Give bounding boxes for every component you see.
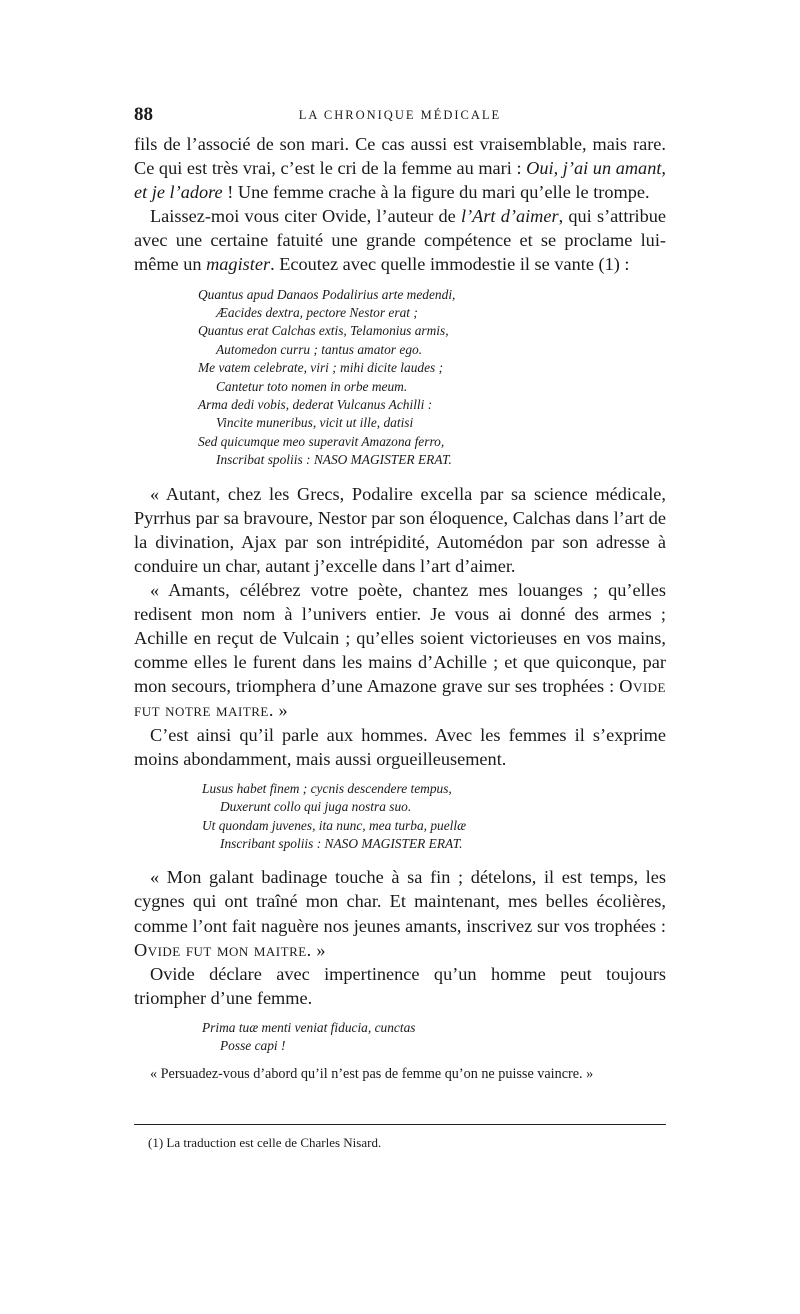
verse-line: Vincite muneribus, vicit ut ille, datisi xyxy=(216,415,414,431)
verse-line: Prima tuæ menti veniat fiducia, cunctas xyxy=(202,1019,416,1035)
paragraph-1-text-end: ! Une femme crache à la figure du mari qu’elle le trompe. xyxy=(222,182,650,203)
book-title-art-daimer: l’Art d’aimer xyxy=(460,206,559,227)
verse-line: Automedon curru ; tantus amator ego. xyxy=(216,341,423,357)
verse-line: Ut quondam juvenes, ita nunc, mea turba, puellæ xyxy=(202,817,467,833)
paragraph-6-text: « Mon galant badinage touche à sa fin ; dételons, il est temps, les cygnes qui ont traîné mon char. Et maintenant, mes belles écolières, comme l’ont fait naguère nos jeunes amants, inscrivez sur vos trophées : xyxy=(134,867,666,936)
latin-verse-1 xyxy=(198,286,666,470)
verse-line: Me vatem celebrate, viri ; mihi dicite laudes ; xyxy=(198,360,444,376)
paragraph-2-text: Laissez-moi vous citer Ovide, l’auteur de xyxy=(150,206,461,227)
paragraph-5: C’est ainsi qu’il parle aux hommes. Avec les femmes il s’exprime moins abondamment, mais aussi orgueilleusement. xyxy=(134,724,666,769)
verse-line: Sed quicumque meo superavit Amazona ferro, xyxy=(198,433,445,449)
verse-line: Æacides dextra, pectore Nestor erat ; xyxy=(216,304,418,320)
paragraph-6-small-caps: Ovide fut mon maitre. xyxy=(134,939,312,960)
verse-line: Cantetur toto nomen in orbe meum. xyxy=(216,378,408,394)
page-number: 88 xyxy=(134,104,153,125)
paragraph-7: Ovide déclare avec impertinence qu’un homme peut toujours triompher d’une femme. xyxy=(134,963,666,1008)
paragraph-4-text-end: » xyxy=(273,700,288,721)
latin-verse-2 xyxy=(202,780,666,854)
verse-line: Posse capi ! xyxy=(220,1038,286,1054)
paragraph-1-text: fils de l’associé de son mari. Ce cas aussi est vraisemblable, mais rare. Ce qui est très vrai, c’est le cri de la femme au mari : xyxy=(134,134,666,179)
verse-line: Inscribant spoliis : NASO MAGISTER ERAT. xyxy=(220,835,463,851)
paragraph-1-quote: Oui, j’ai un amant, et je l’adore xyxy=(134,158,666,203)
verse-line: Duxerunt collo qui juga nostra suo. xyxy=(220,799,412,815)
latin-verse-3 xyxy=(202,1019,666,1056)
page-header xyxy=(134,104,666,128)
paragraph-2-text-end: . Ecoutez avec quelle immodestie il se vante (1) : xyxy=(270,254,630,275)
footnote: (1) La traduction est celle de Charles Nisard. xyxy=(148,1135,382,1150)
verse-line: Inscribat spoliis : NASO MAGISTER ERAT. xyxy=(216,452,452,468)
paragraph-1 xyxy=(134,132,666,204)
paragraph-4 xyxy=(134,578,666,723)
word-magister: magister xyxy=(206,254,271,275)
running-title: LA CHRONIQUE MÉDICALE xyxy=(298,108,502,122)
verse-line: Quantus apud Danaos Podalirius arte medendi, xyxy=(198,286,456,302)
paragraph-4-text: « Amants, célébrez votre poète, chantez mes louanges ; qu’elles redisent mon nom à l’univers entier. Je vous ai donné des armes ; Achille en reçut de Vulcain ; qu’elles soient victorieuses en vos mains, comme elles le furent dans les mains d’Achille ; et que quiconque, par mon secours, triomphera d’une Amazone grave sur ses trophées : xyxy=(134,580,666,697)
verse-line: Arma dedi vobis, dederat Vulcanus Achilli : xyxy=(198,397,433,412)
paragraph-8: « Persuadez-vous d’abord qu’il n’est pas de femme qu’on ne puisse vaincre. » xyxy=(150,1065,594,1082)
verse-line: Quantus erat Calchas extis, Telamonius armis, xyxy=(198,323,449,339)
paragraph-3: « Autant, chez les Grecs, Podalire excella par sa science médicale, Pyrrhus par sa bravoure, Nestor par son éloquence, Calchas dans l’art de la divination, Ajax par son intrépidité, Automédon par son adresse à conduire un char, autant j’excelle dans l’art d’aimer. xyxy=(134,483,666,576)
paragraph-2 xyxy=(134,204,666,276)
paragraph-4-small-caps: Ovide fut notre maitre. xyxy=(134,676,666,721)
footnote-divider xyxy=(134,1124,666,1125)
paragraph-2-text-mid: , qui s’attribue avec une certaine fatuité une grande compétence et se proclame lui-même un xyxy=(134,206,667,275)
paragraph-6-text-end: » xyxy=(311,939,326,960)
verse-line: Lusus habet finem ; cycnis descendere tempus, xyxy=(202,780,452,796)
paragraph-6 xyxy=(134,865,666,961)
page-body xyxy=(134,132,666,1084)
